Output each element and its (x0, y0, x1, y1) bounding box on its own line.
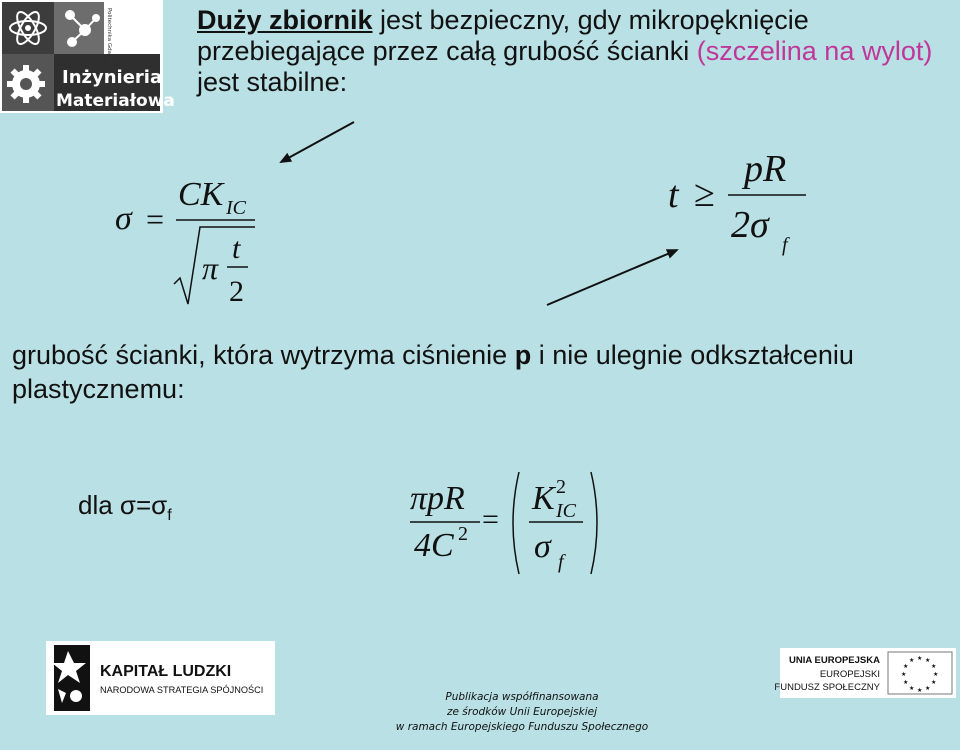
f3-eq: = (482, 503, 499, 536)
f1-pi: π (202, 250, 219, 286)
svg-text:★: ★ (925, 657, 931, 664)
heading-part2: jest stabilne: (197, 67, 348, 97)
svg-text:★: ★ (931, 663, 937, 670)
f3-den: 4C (414, 527, 454, 564)
eu-graphic (774, 648, 956, 698)
kl-subtitle: NARODOWA STRATEGIA SPÓJNOŚCI (100, 685, 264, 695)
midtext-part1: grubość ścianki, która wytrzyma ciśnienie (12, 340, 515, 370)
eu-line1: UNIA EUROPEJSKA (789, 655, 880, 666)
f3-num: πpR (410, 480, 465, 517)
svg-text:★: ★ (917, 655, 923, 662)
f3-sup: 2 (458, 523, 468, 545)
f1-sigma: σ (115, 200, 132, 237)
f2-sub: f (782, 234, 788, 256)
arrow-to-formula1 (281, 122, 354, 162)
logo-line2: Materiałowa (56, 91, 175, 111)
footer-line3: w ramach Europejskiego Funduszu Społecznego (395, 721, 649, 733)
f1-two: 2 (229, 275, 244, 308)
dla-sub: f (167, 507, 172, 525)
kapital-ludzki-emblem-icon (52, 645, 90, 711)
svg-text:★: ★ (901, 671, 907, 678)
eu-flag-icon (888, 652, 952, 694)
logo-unia-europejska (774, 648, 956, 698)
arrow-to-formula2 (547, 250, 677, 305)
svg-text:★: ★ (909, 685, 915, 692)
midtext-bold-p: p (514, 340, 532, 370)
eu-line3: FUNDUSZ SPOŁECZNY (774, 682, 880, 693)
f3-Ksup: 2 (556, 476, 566, 498)
f2-den: 2σ (731, 204, 769, 246)
svg-text:★: ★ (933, 671, 939, 678)
f2-t: t (668, 174, 679, 216)
f3-Ksub: IC (556, 500, 576, 522)
heading-part1: jest bezpieczny, gdy mikropęknięcie przebiegające przez całą grubość ścianki (197, 5, 809, 66)
footer-line1: Publikacja współfinansowana (445, 691, 599, 703)
f1-sub: IC (226, 197, 246, 219)
f3-K: K (532, 480, 555, 517)
svg-text:★: ★ (931, 679, 937, 686)
f2-num: pR (744, 148, 787, 190)
f2-geq: ≥ (694, 173, 715, 215)
midtext-part2: i nie ulegnie odkształceniu plastycznemu: (12, 340, 854, 404)
heading-pink: (szczelina na wylot) (696, 36, 933, 66)
dla-text: dla σ=σ (78, 490, 168, 520)
svg-text:★: ★ (909, 657, 915, 664)
footer-publication-note (392, 690, 652, 735)
svg-text:★: ★ (903, 679, 909, 686)
footer-line2: ze środków Unii Europejskiej (446, 706, 598, 718)
f1-t: t (232, 232, 241, 265)
svg-text:★: ★ (925, 685, 931, 692)
kapital-ludzki-graphic (46, 641, 275, 715)
svg-text:★: ★ (903, 663, 909, 670)
f3-sigma: σ (534, 528, 551, 565)
heading-bold: Duży zbiornik (197, 5, 373, 35)
svg-text:★: ★ (917, 687, 923, 694)
eu-line2: EUROPEJSKI (819, 669, 880, 680)
logo-vertical-text: Politechnika Gdańska (106, 8, 112, 67)
f1-eq: = (146, 201, 165, 237)
kl-title: KAPITAŁ LUDZKI (100, 663, 232, 680)
condition-label (78, 490, 172, 525)
f1-num: CK (178, 176, 224, 213)
f3-fsub: f (558, 551, 564, 573)
logo-kapital-ludzki (46, 641, 275, 715)
thickness-description (12, 338, 952, 406)
logo-line1: Inżynieria (62, 67, 163, 88)
